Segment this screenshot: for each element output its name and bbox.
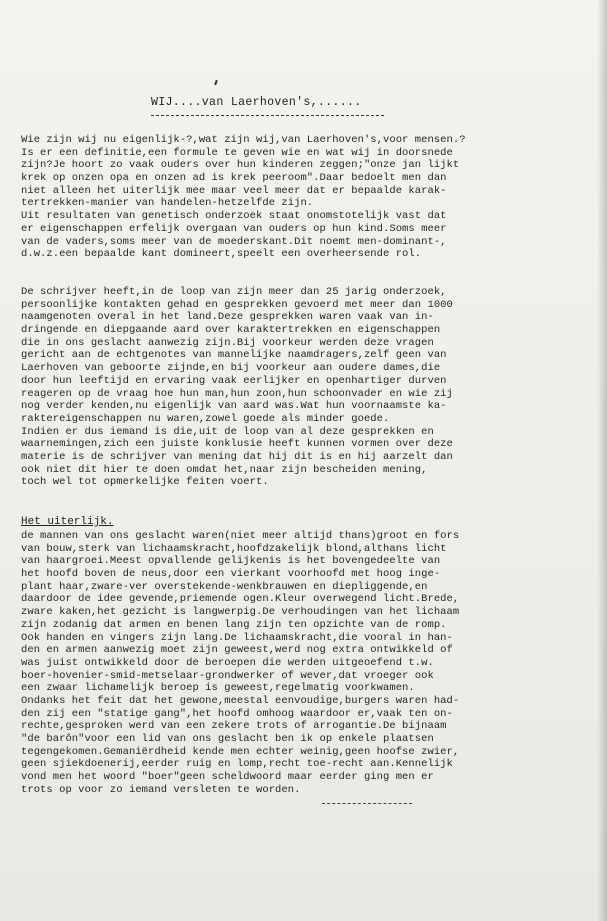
- text-line: Laerhoven van geboorte zijnde,en bij voorkeur aan oudere dames,die: [21, 362, 441, 375]
- text-line: Uit resultaten van genetisch onderzoek staat onomstotelijk vast dat: [21, 210, 447, 223]
- text-line: het hoofd boven de neus,door een vierkant voorhoofd met hoog inge-: [21, 568, 441, 581]
- text-line: boer-hovenier-smid-metselaar-grondwerker of wever,dat vroeger ook: [21, 669, 434, 682]
- text-line: van haargroei.Meest opvallende gelijkenis is het bovengedeelte van: [21, 555, 441, 568]
- title-underline: [151, 115, 384, 116]
- text-line: Wie zijn wij nu eigenlijk-?,wat zijn wij,van Laerhoven's,voor mensen.?: [21, 134, 466, 146]
- text-line: naamgenoten overal in het land.Deze gesprekken waren vaak van in-: [21, 311, 434, 324]
- paragraph-intro: [21, 134, 593, 261]
- text-line: De schrijver heeft,in de loop van zijn meer dan 25 jarig onderzoek,: [21, 286, 447, 298]
- text-line: ook niet dit hier te doen omdat het,naar zijn bescheiden mening,: [21, 463, 428, 476]
- text-line: zware kaken,het gezicht is langwerpig.De verhoudingen van het lichaam: [21, 606, 460, 619]
- text-line: "de barôn"voor een lid van ons geslacht ben ik op enkele plaatsen: [21, 733, 434, 745]
- text-line: raktereigenschappen nu waren,zowel goede als minder goede.: [21, 412, 390, 425]
- text-line: was juist ontwikkeld door de beroepen die werden uitgeoefend t.w.: [21, 656, 434, 669]
- text-line: persoonlijke kontakten gehad en gesprekken gevoerd met meer dan 1000: [21, 298, 453, 311]
- text-line: krek op onzen opa en onzen ad is krek peeroom".Daar bedoelt men dan: [21, 172, 447, 185]
- text-line: van bouw,sterk van lichaamskracht,hoofdzakelijk blond,althans licht: [21, 542, 447, 555]
- closing-rule: [322, 803, 412, 804]
- text-line: tertrekken-manier van handelen-hetzelfde zijn.: [21, 197, 314, 210]
- text-line: toch wel tot opmerkelijke feiten voert.: [21, 476, 269, 489]
- text-line: geen sjiekdoenerij,eerder ruig en lomp,recht toe-recht aan.Kennelijk: [21, 758, 453, 771]
- text-line: gericht aan de echtgenotes van mannelijke naamdragers,zelf geen van: [21, 349, 447, 362]
- text-line: Is er een definitie,een formule te geven wie en wat wij in doorsnede: [21, 146, 453, 159]
- text-line: d.w.z.een bepaalde kant domineert,speelt een overheersende rol.: [21, 248, 422, 261]
- pen-mark: [214, 80, 218, 85]
- text-line: door hun leeftijd en ervaring vaak eerlijker en openhartiger durven: [21, 374, 447, 387]
- paragraph-research: [21, 286, 593, 489]
- text-line: dringende en diepgaande aard over karaktertrekken en eigenschappen: [21, 324, 441, 337]
- text-line: een zwaar lichamelijk beroep is geweest,regelmatig voorkwamen.: [21, 682, 415, 695]
- document-title: WIJ....van Laerhoven's,......: [151, 96, 362, 109]
- text-line: rechte,gesproken werd van een zekere trots of arrogantie.De bijnaam: [21, 720, 447, 733]
- text-line: den en armen aanwezig moet zijn geweest,werd nog extra ontwikkeld of: [21, 644, 453, 657]
- text-line: zijn zodanig dat armen en benen lang zijn ten opzichte van de romp.: [21, 618, 447, 631]
- text-line: daardoor de idee gevende,priemende ogen.Kleur overwegend licht.Brede,: [21, 593, 460, 606]
- text-line: den zij een "statige gang",het hoofd omhoog waardoor er,vaak ten on-: [21, 707, 453, 720]
- text-line: vond men het woord "boer"geen scheldwoord maar eerder ging men er: [21, 771, 434, 784]
- page-edge-shadow: [597, 0, 607, 921]
- text-line: de mannen van ons geslacht waren(niet meer altijd thans)groot en fors: [21, 530, 460, 542]
- paragraph-appearance: [21, 530, 593, 796]
- text-line: reageren op de vraag hoe hun man,hun zoon,hun schoonvader en wie zij: [21, 387, 453, 400]
- text-line: er eigenschappen erfelijk overgaan van ouders op hun kind.Soms meer: [21, 222, 447, 235]
- text-line: die in ons geslacht aanwezig zijn.Bij voorkeur werden deze vragen: [21, 336, 434, 349]
- text-line: Indien er dus iemand is die,uit de loop van al deze gesprekken en: [21, 425, 434, 438]
- text-line: Ook handen en vingers zijn lang.De lichaamskracht,die vooral in han-: [21, 631, 453, 644]
- text-line: materie is de schrijver van mening dat hij dit is en hij aarzelt dan: [21, 450, 453, 463]
- text-line: plant haar,zware-ver overstekende-wenkbrauwen en diepliggende,en: [21, 580, 428, 593]
- text-line: zijn?Je hoort zo vaak ouders over hun kinderen zeggen;"onze jan lijkt: [21, 159, 460, 172]
- text-line: van de vaders,soms meer van de moederskant.Dit noemt men-dominant-,: [21, 235, 447, 248]
- text-line: niet alleen het uiterlijk mee maar veel meer dat er bepaalde karak-: [21, 184, 447, 197]
- text-line: trots op voor zo iemand versleten te worden.: [21, 783, 301, 796]
- text-line: waarnemingen,zich een juiste konklusie heeft kunnen vormen over deze: [21, 438, 453, 451]
- text-line: Ondanks het feit dat het gewone,meestal eenvoudige,burgers waren had-: [21, 694, 460, 707]
- text-line: nog verder kenden,nu eigenlijk van aard was.Wat hun voornaamste ka-: [21, 400, 447, 413]
- text-line: tegengekomen.Gemaniërdheid kende men echter weinig,geen hoofse zwier,: [21, 745, 460, 758]
- section-heading: Het uiterlijk.: [21, 516, 114, 528]
